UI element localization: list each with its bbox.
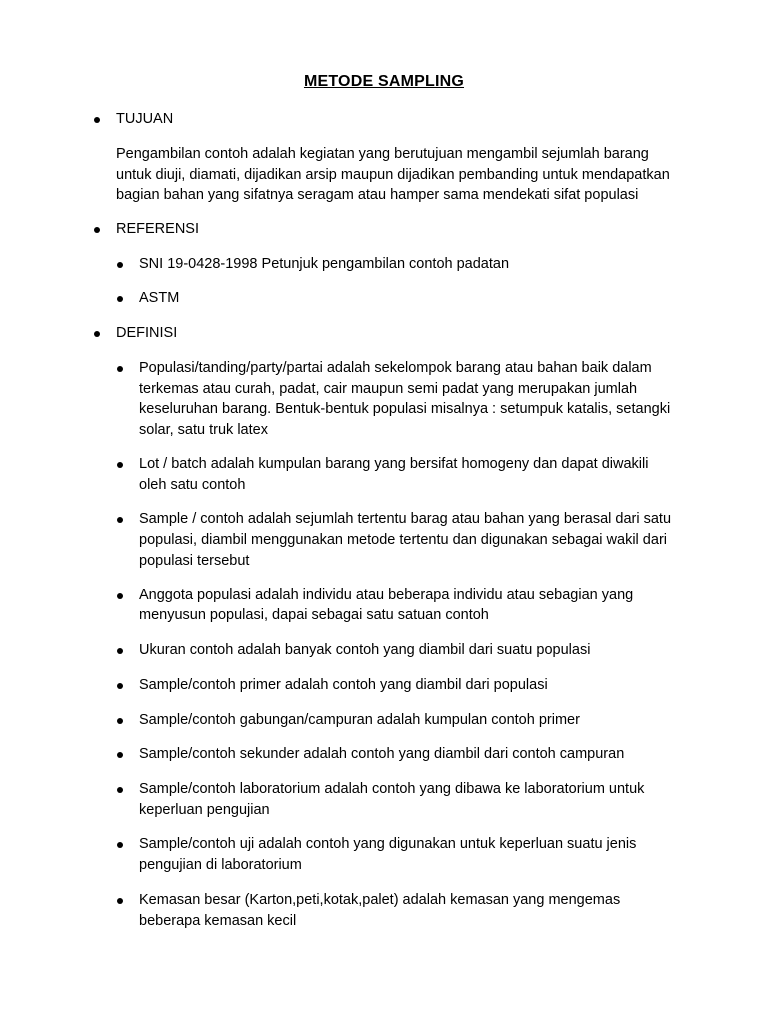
bullet-icon	[94, 117, 100, 123]
bullet-icon	[117, 898, 123, 904]
definisi-item-line: populasi, diambil menggunakan metode tertentu dan digunakan sebagai wakil dari	[139, 532, 667, 548]
referensi-item: SNI 19-0428-1998 Petunjuk pengambilan contoh padatan	[139, 256, 510, 272]
bullet-icon	[117, 462, 123, 468]
definisi-item-line: solar, satu truk latex	[139, 422, 268, 438]
definisi-item-line: terkemas atau curah, padat, cair maupun semi padat yang merupakan jumlah	[139, 381, 638, 397]
bullet-icon	[117, 787, 123, 793]
definisi-item-line: menyusun populasi, dapai sebagai satu satuan contoh	[139, 607, 489, 623]
definisi-item-line: Lot / batch adalah kumpulan barang yang bersifat homogeny dan dapat diwakili	[139, 456, 649, 472]
section-heading-tujuan: TUJUAN	[116, 111, 174, 127]
definisi-item-line: oleh satu contoh	[139, 477, 246, 493]
definisi-item-line: Populasi/tanding/party/partai adalah sekelompok barang atau bahan baik dalam	[139, 360, 652, 376]
bullet-icon	[117, 517, 123, 523]
bullet-icon	[117, 296, 123, 302]
referensi-item: ASTM	[139, 290, 180, 306]
bullet-icon	[94, 331, 100, 337]
definisi-item-line: keperluan pengujian	[139, 802, 270, 818]
tujuan-paragraph-line: bagian bahan yang sifatnya seragam atau hamper sama mendekati sifat populasi	[116, 187, 639, 203]
section-heading-referensi: REFERENSI	[116, 221, 199, 237]
definisi-item-line: populasi tersebut	[139, 553, 250, 569]
definisi-item-line: Sample/contoh sekunder adalah contoh yang diambil dari contoh campuran	[139, 746, 625, 762]
definisi-item-line: keseluruhan barang. Bentuk-bentuk populasi misalnya : setumpuk katalis, setangki	[139, 401, 671, 417]
definisi-item-line: Anggota populasi adalah individu atau beberapa individu atau sebagian yang	[139, 587, 634, 603]
bullet-icon	[117, 683, 123, 689]
definisi-item-line: Sample/contoh gabungan/campuran adalah kumpulan contoh primer	[139, 712, 580, 728]
definisi-item-line: Sample/contoh uji adalah contoh yang digunakan untuk keperluan suatu jenis	[139, 836, 637, 852]
bullet-icon	[94, 227, 100, 233]
bullet-icon	[117, 752, 123, 758]
tujuan-paragraph-line: Pengambilan contoh adalah kegiatan yang berutujuan mengambil sejumlah barang	[116, 146, 649, 162]
definisi-item-line: Sample / contoh adalah sejumlah tertentu barag atau bahan yang berasal dari satu	[139, 511, 672, 527]
bullet-icon	[117, 366, 123, 372]
bullet-icon	[117, 842, 123, 848]
page-title: METODE SAMPLING	[303, 73, 465, 90]
definisi-item-line: Sample/contoh primer adalah contoh yang diambil dari populasi	[139, 677, 548, 693]
definisi-item-line: Ukuran contoh adalah banyak contoh yang diambil dari suatu populasi	[139, 642, 591, 658]
definisi-item-line: pengujian di laboratorium	[139, 857, 302, 873]
bullet-icon	[117, 593, 123, 599]
bullet-icon	[117, 262, 123, 268]
definisi-item-line: beberapa kemasan kecil	[139, 913, 297, 929]
section-heading-definisi: DEFINISI	[116, 325, 178, 341]
bullet-icon	[117, 648, 123, 654]
tujuan-paragraph-line: untuk diuji, diamati, dijadikan arsip maupun dijadikan pembanding untuk mendapatkan	[116, 167, 670, 183]
definisi-item-line: Kemasan besar (Karton,peti,kotak,palet) adalah kemasan yang mengemas	[139, 892, 621, 908]
definisi-item-line: Sample/contoh laboratorium adalah contoh yang dibawa ke laboratorium untuk	[139, 781, 645, 797]
bullet-icon	[117, 718, 123, 724]
